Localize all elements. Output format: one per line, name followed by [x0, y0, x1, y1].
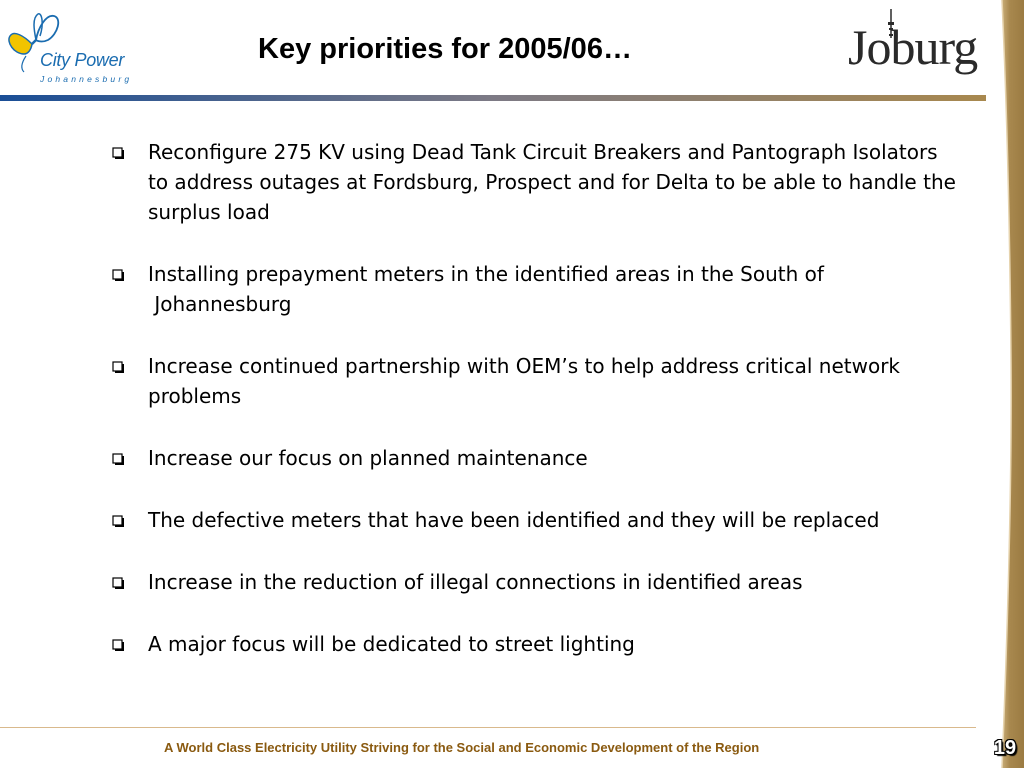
page-title: Key priorities for 2005/06…	[258, 33, 632, 65]
hollow-square-bullet-icon	[112, 147, 125, 160]
list-item	[110, 629, 960, 659]
priority-list	[110, 137, 963, 691]
city-power-logo	[6, 8, 146, 92]
hollow-square-bullet-icon	[112, 577, 125, 590]
list-item-text: A major focus will be dedicated to street lighting	[148, 632, 635, 656]
city-power-subtitle: Johannesburg	[40, 74, 133, 84]
list-item-text: The defective meters that have been identified and they will be replaced	[148, 508, 880, 532]
list-item-text: Increase continued partnership with OEM’s to help address critical network problems	[148, 354, 907, 408]
list-item	[110, 443, 960, 473]
footer-tagline: A World Class Electricity Utility Striving for the Social and Economic Development of the Region	[164, 740, 760, 755]
right-decorative-band	[964, 0, 1024, 768]
list-item	[110, 259, 960, 319]
hollow-square-bullet-icon	[112, 361, 125, 374]
hollow-square-bullet-icon	[112, 639, 125, 652]
footer-divider	[0, 727, 976, 728]
hollow-square-bullet-icon	[112, 515, 125, 528]
list-item-text: Increase our focus on planned maintenance	[148, 446, 588, 470]
city-power-name: City Power	[40, 50, 125, 70]
header-divider	[0, 95, 986, 103]
joburg-logo	[846, 8, 978, 82]
hollow-square-bullet-icon	[112, 453, 125, 466]
list-item	[110, 351, 960, 411]
list-item-text: Reconfigure 275 KV using Dead Tank Circuit Breakers and Pantograph Isolators to address outages at Fordsburg, Prospect and for Delta to be able to handle the surplus load	[148, 140, 963, 224]
page-number: 19	[993, 737, 1017, 759]
list-item	[110, 505, 960, 535]
list-item	[110, 567, 960, 597]
hollow-square-bullet-icon	[112, 269, 125, 282]
list-item-text: Installing prepayment meters in the identified areas in the South of Johannesburg	[148, 262, 824, 316]
joburg-wordmark: Joburg	[848, 19, 978, 75]
list-item-text: Increase in the reduction of illegal connections in identified areas	[148, 570, 803, 594]
list-item	[110, 137, 963, 227]
